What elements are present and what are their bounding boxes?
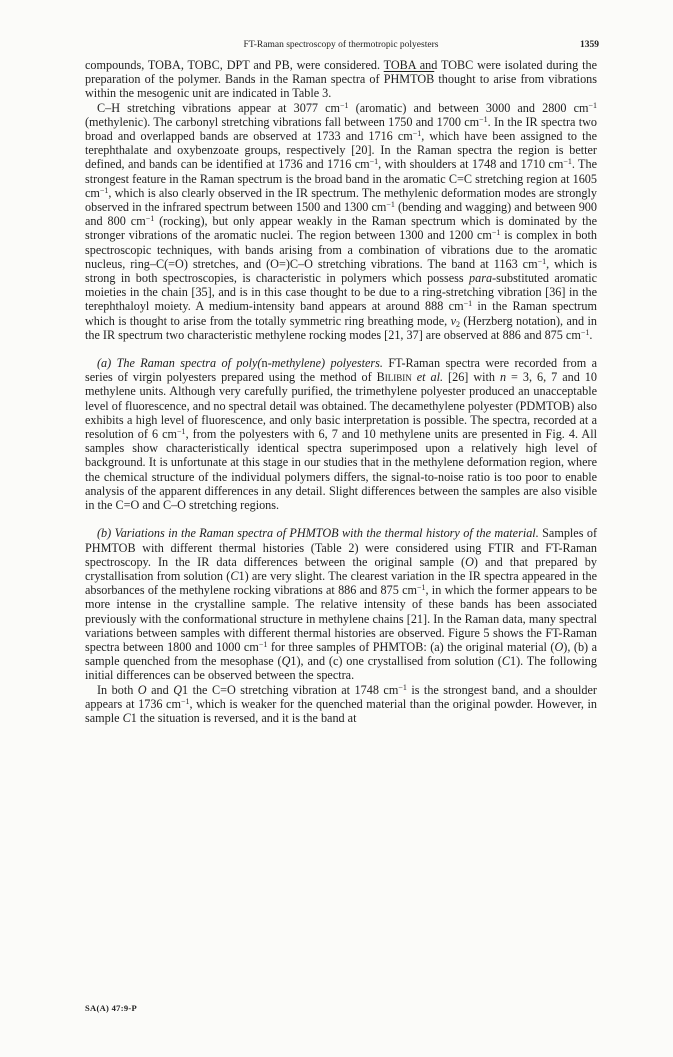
running-title: FT-Raman spectroscopy of thermotropic polyesters — [243, 40, 439, 50]
paragraph-vibrations: C–H stretching vibrations appear at 3077 $cm^{-1}$ (aromatic) and between 3000 and 2800 $cm^{-1}$ (methylenic). The carbonyl stretching vibrations fall between 1750 and 1700 $cm^{-1}$. In the IR spectra two broad and overlapped bands are observed at 1733 and 1716 $cm^{-1}$, which have been assigned to the terephthalate and oxybenzoate groups, respectively [20]. In the Raman spectra the region is better defined, and bands can be identified at 1736 and 1716 $cm^{-1}$, with shoulders at 1748 and 1710 $cm^{-1}$. The strongest feature in the Raman spectrum is the broad band in the aromatic C=C stretching region at 1605 $cm^{-1}$, which is also clearly observed in the IR spectrum. The methylenic deformation modes are strongly observed in the infrared spectrum between 1500 and 1300 $cm^{-1}$ (bending and wagging) and between 900 and 800 $cm^{-1}$ (rocking), but only appear weakly in the Raman spectrum which is dominated by the stronger vibrations of the aromatic nuclei. The region between 1300 and 1200 $cm^{-1}$ is complex in both spectroscopic techniques, with bands arising from a combination of vibrations due to the aromatic nucleus, ring–C(=O) stretches, and (O=)C–O stretching vibrations. The band at 1163 $cm^{-1}$, which is strong in both spectroscopies, is characteristic in polymers which possess para-substituted aromatic moieties in the chain [35], and is in this case thought to be due to a ring-stretching vibration [36] in the terephthaloyl moiety. A medium-intensity band appears at around 888 $cm^{-1}$ in the Raman spectrum which is thought to arise from the totally symmetric ring breathing mode, $\nu_2$ (Herzberg notation), and in the IR spectrum two characteristic methylene rocking modes [21, 37] are observed at 886 and 875 $cm^{-1}$. — [85, 100, 598, 342]
section-a-heading: (a) The Raman spectra of poly(n-methylene) polyesters. — [97, 356, 383, 371]
paragraph-carbonyl-stretch: In both O and Q1 the C=O stretching vibration at 1748 $cm^{-1}$ is the strongest band, and a shoulder appears at 1736 $cm^{-1}$, which is weaker for the quenched material than the original powder. However, in sample C1 the situation is reversed, and it is the band at — [85, 682, 597, 725]
page-header — [85, 40, 597, 58]
section-b-thermal-history: (b) Variations in the Raman spectra of PHMTOB with the thermal history of the material. Samples of PHMTOB with different thermal histories (Table 2) were considered using FTIR and FT-Raman spectroscopy. In the IR data differences between the original sample (O) and that prepared by crystallisation from solution (C1) are very slight. The clearest variation in the IR spectra appeared in the absorbances of the methylene rocking vibrations at 886 and 875 $cm^{-1}$, in which the former appears to be more intense in the crystalline sample. The relative intensity of these bands has been associated previously with the conformational structure in methylene chains [21]. In the Raman data, many spectral variations between samples with different thermal histories are observed. Figure 5 shows the FT-Raman spectra between 1800 and 1000 $cm^{-1}$ for three samples of PHMTOB: (a) the original material (O), (b) a sample quenched from the mesophase (Q1), and (c) one crystallised from solution (C1). The following initial differences can be observed between the spectra. — [85, 526, 598, 683]
section-a-raman-polyesters: (a) The Raman spectra of poly(n-methylene) polyesters. FT-Raman spectra were recorded from a series of virgin polyesters prepared using the method of Bilibin et al. [26] with n = 3, 6, 7 and 10 methylene units. Although very carefully purified, the trimethylene polyester produced an unacceptable level of fluorescence, and no spectral detail was obtained. The decamethylene polyester (PDMTOB) also exhibits a high level of fluorescence, and only basic interpretation is possible. The spectra, recorded at a resolution of 6 $cm^{-1}$, from the polyesters with 6, 7 and 10 methylene units are presented in Fig. 4. All samples show characteristically identical spectra superimposed upon a relatively high level of background. It is unfortunate at this stage in our studies that in the methylene deformation region, where the chemical structure of the individual polymers differs, the signal-to-noise ratio is too poor to enable analysis of the apparent differences in any detail. Slight differences between the samples are also visible in the C=O and C–O stretching regions. — [85, 356, 597, 513]
page-footer-code: SA(A) 47:9-P — [85, 1003, 137, 1013]
page-number: 1359 — [580, 40, 599, 50]
paragraph-compounds: compounds, TOBA, TOBC, DPT and PB, were considered. TOBA and TOBC were isolated during the preparation of the polymer. Bands in the Raman spectra of PHMTOB thought to arise from vibrations within the mesogenic unit are indicated in Table 3. — [85, 58, 597, 101]
page — [85, 40, 597, 725]
section-b-heading: (b) Variations in the Raman spectra of PHMTOB with the thermal history of the material. — [97, 526, 539, 541]
